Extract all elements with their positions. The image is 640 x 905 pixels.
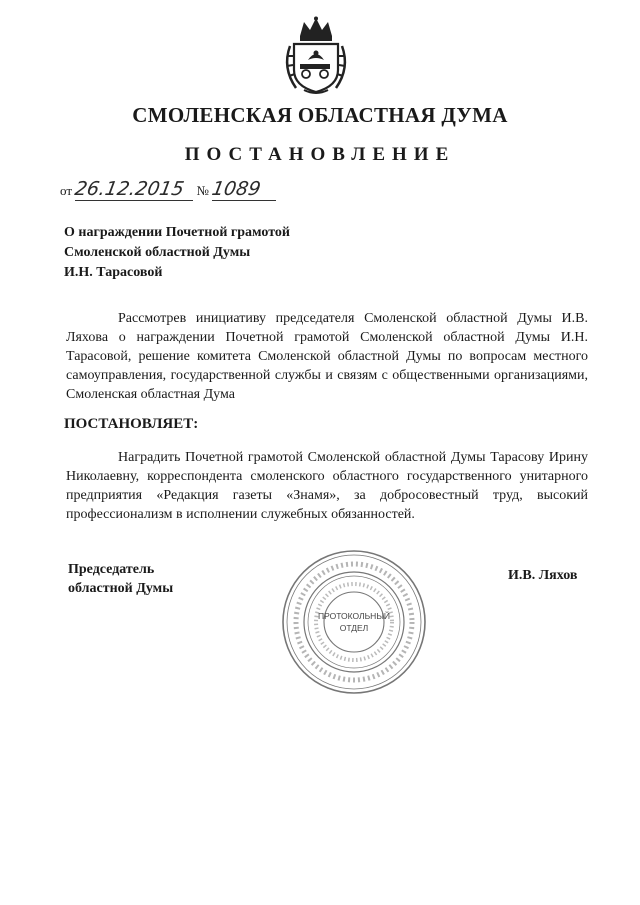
signatory-title-line: Председатель	[68, 562, 155, 577]
document-subject	[64, 223, 290, 283]
subject-line: Смоленской областной Думы	[64, 245, 251, 260]
signatory-title	[68, 560, 173, 598]
smolensk-coat-of-arms-icon	[278, 16, 354, 96]
preamble-paragraph: Рассмотрев инициативу председателя Смоленской областной Думы И.В. Ляхова о награждении Почетной грамотой Смоленской областной Думы И.Н. Тарасовой, решение комитета Смоленской областной Думы по вопросам местного самоуправления, государственной службы и связям с общественными организациями, Смоленская областная Дума	[66, 311, 588, 402]
document-date: 26.12.2015	[73, 178, 187, 200]
seal-center-line: ОТДЕЛ	[339, 623, 369, 633]
signatory-name: И.В. Ляхов	[508, 568, 578, 583]
seal-center-line: ПРОТОКОЛЬНЫЙ	[318, 611, 390, 621]
subject-line: И.Н. Тарасовой	[64, 265, 163, 280]
document-number: 1089	[210, 178, 263, 200]
number-prefix: №	[196, 183, 209, 198]
document-type: ПОСТАНОВЛЕНИЕ	[184, 144, 456, 165]
official-seal-icon	[280, 548, 428, 696]
date-prefix: от	[60, 183, 73, 198]
resolution-paragraph: Наградить Почетной грамотой Смоленской областной Думы Тарасову Ирину Николаевну, корреспондента смоленского областного государственного унитарного предприятия «Редакция газеты «Знамя», за добросовестный труд, высокий профессионализм в исполнении служебных обязанностей.	[66, 450, 588, 522]
decree-word: ПОСТАНОВЛЯЕТ:	[64, 416, 199, 432]
signatory-title-line: областной Думы	[68, 581, 174, 596]
registration-line	[60, 180, 276, 201]
organization-name: СМОЛЕНСКАЯ ОБЛАСТНАЯ ДУМА	[132, 103, 508, 127]
subject-line: О награждении Почетной грамотой	[64, 225, 290, 240]
